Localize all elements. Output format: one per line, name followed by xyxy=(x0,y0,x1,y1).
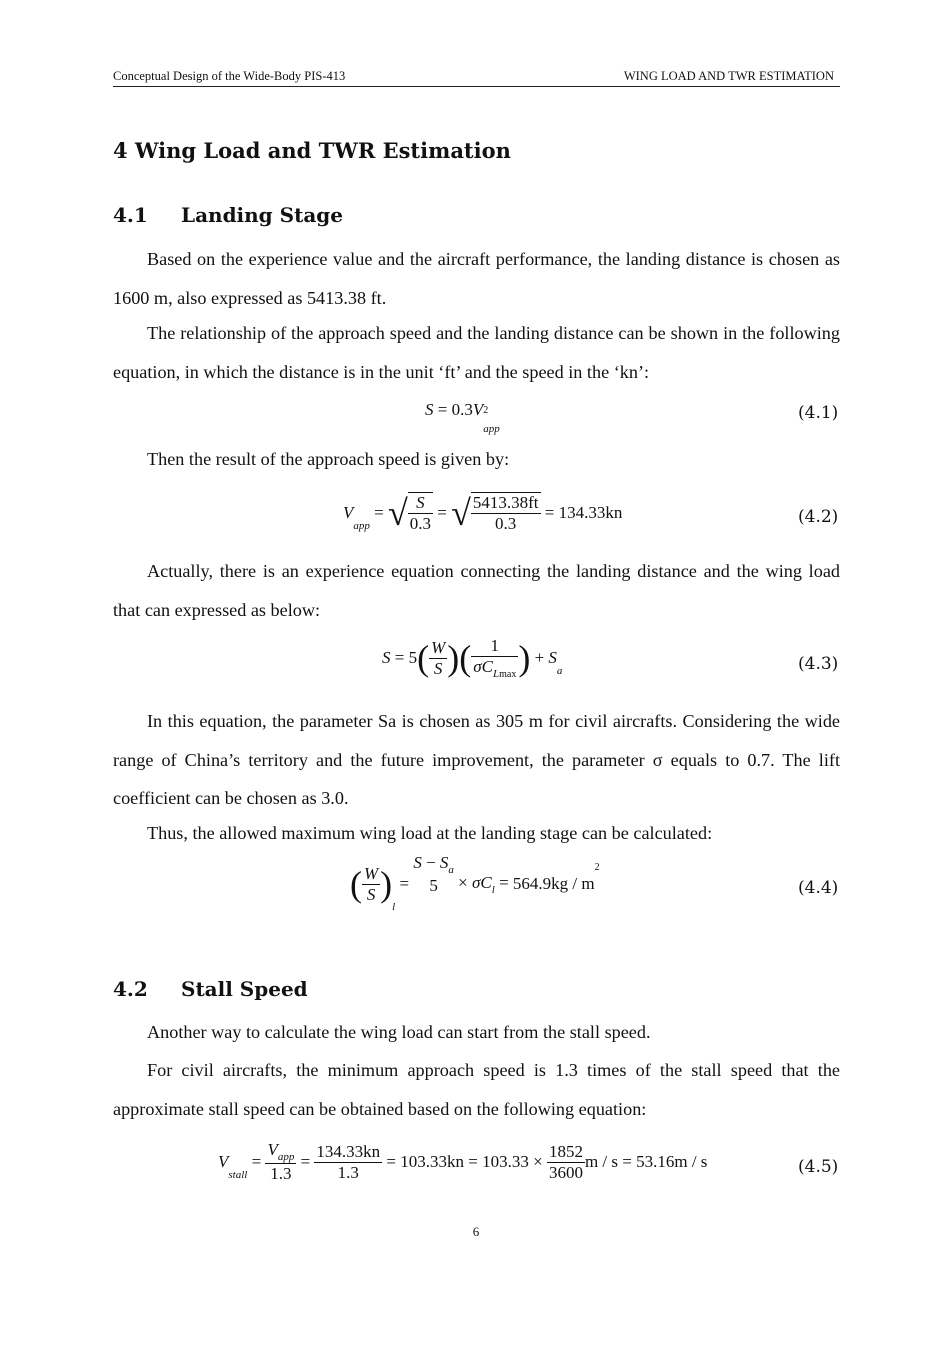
paragraph xyxy=(113,440,840,479)
paragraph-text: Actually, there is an experience equation connecting the landing distance and the wing load that can expressed as below: xyxy=(113,561,840,620)
eq-result: 564.9kg / m xyxy=(512,874,595,894)
paragraph-text: For civil aircrafts, the minimum approach speed is 1.3 times of the stall speed that the approximate stall speed can be obtained based on the following equation: xyxy=(113,1060,840,1119)
paragraph xyxy=(113,1051,840,1128)
paragraph-text: In this equation, the parameter Sa is chosen as 305 m for civil aircrafts. Considering the wide range of China’s territory and the future improvement, the parameter σ equals to 0.7. The lift coefficient can be chosen as 3.0. xyxy=(113,711,840,808)
equation-number: (4.1) xyxy=(798,403,839,423)
paragraph-text: Then the result of the approach speed is given by: xyxy=(147,449,510,469)
section-heading-stall xyxy=(113,977,308,1001)
paragraph xyxy=(113,552,840,629)
paragraph xyxy=(113,314,840,391)
eq-value: 5413.38ft xyxy=(472,493,539,512)
eq-value: 103.33kn = 103.33 × xyxy=(400,1152,543,1171)
eq-result: 134.33kn xyxy=(558,503,623,522)
paragraph-text: Another way to calculate the wing load can start from the stall speed. xyxy=(147,1022,651,1042)
running-header xyxy=(113,66,840,87)
paragraph-text: Thus, the allowed maximum wing load at the landing stage can be calculated: xyxy=(147,823,713,843)
equation-4-1: S = 0.3V 2 app xyxy=(425,400,500,435)
eq-value: 3600 xyxy=(548,1162,583,1182)
eq-value: 134.33kn xyxy=(316,1141,381,1161)
page-number: 6 xyxy=(472,1224,480,1239)
paragraph xyxy=(113,240,840,317)
section-number: 4.2 xyxy=(113,977,148,1001)
section-number: 4.1 xyxy=(113,203,148,227)
paragraph xyxy=(113,814,840,853)
equation-4-5: $V_{stall}$ = $\frac{V_{app}}{1.3}$ = $\frac{134.33kn}{1.3}$ = 103.33kn = 103.33 × $\frac{1852}{3600}$ m / s = 53.16m / s xyxy=(218,1140,708,1183)
eq-result: m / s = 53.16m / s xyxy=(584,1152,708,1171)
equation-number: (4.4) xyxy=(798,878,839,898)
equation-4-2: $V_{app}$ = √ $\frac{S}{0.3}$ = √ $\frac{5413.38ft}{0.3}$ = 134.33kn xyxy=(343,493,623,533)
equation-number: (4.5) xyxy=(798,1157,839,1177)
header-left: Conceptual Design of the Wide-Body PIS-413 xyxy=(113,69,346,83)
paragraph xyxy=(113,1013,840,1052)
header-right: WING LOAD AND TWR ESTIMATION xyxy=(623,69,834,83)
chapter-title: 4 Wing Load and TWR Estimation xyxy=(113,138,511,163)
equation-4-3: S = 5( $\frac{W}{S}$ )( $\frac{1}{\sigma C_{Lmax}}$ ) + $S_a$ xyxy=(382,636,563,680)
paragraph xyxy=(113,702,840,818)
equation-number: (4.2) xyxy=(798,507,839,527)
eq-value: 1852 xyxy=(548,1141,583,1161)
equation-number: (4.3) xyxy=(798,654,839,674)
paragraph-text: Based on the experience value and the aircraft performance, the landing distance is chosen as 1600 m, also expressed as 5413.38 ft. xyxy=(113,249,840,308)
section-title: Landing Stage xyxy=(181,203,343,227)
paragraph-text: The relationship of the approach speed and the landing distance can be shown in the following equation, in which the distance is in the unit ‘ft’ and the speed in the ‘kn’: xyxy=(113,323,840,382)
section-heading-landing xyxy=(113,203,343,227)
equation-4-4: ( $\frac{W}{S}$ )$_l$ = $S - S_a$ 5 × $\sigma C_l = 564.9kg / m^2$ xyxy=(350,852,600,913)
section-title: Stall Speed xyxy=(181,977,308,1001)
